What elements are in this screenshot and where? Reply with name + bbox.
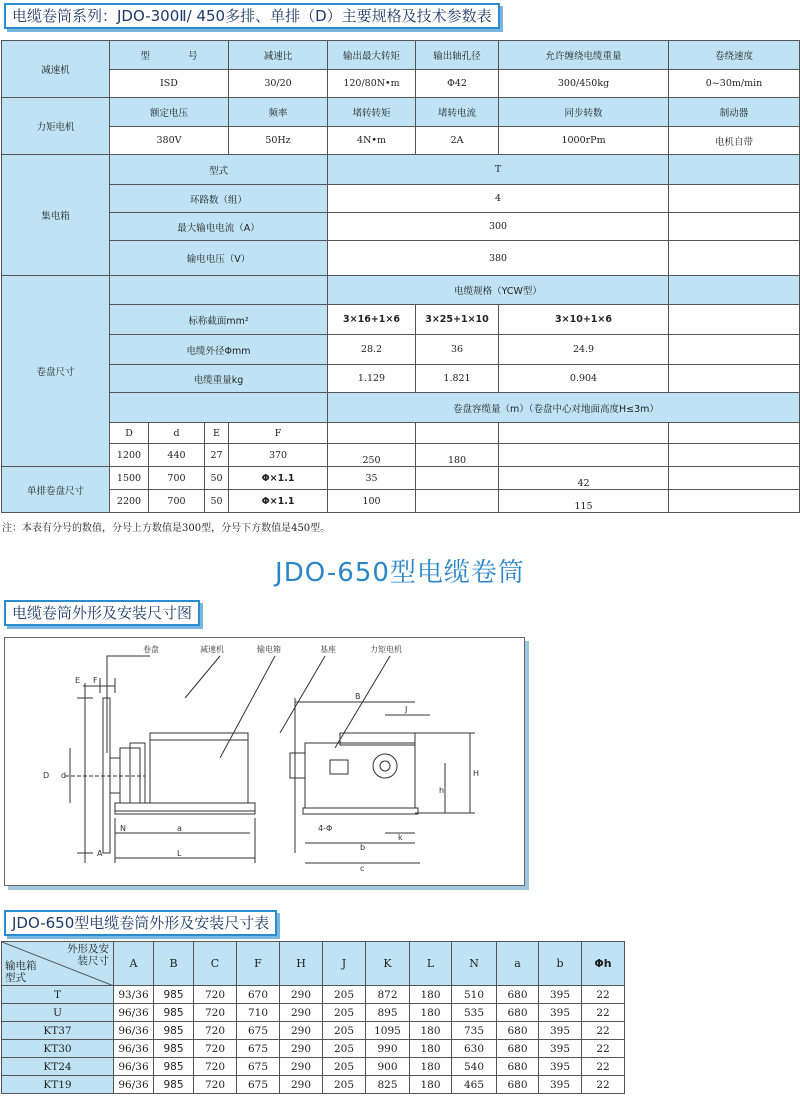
collector-value: 4 (328, 185, 669, 213)
motor-value: 4N•m (328, 127, 416, 155)
table-cell: 395 (539, 1004, 582, 1022)
table-cell: 205 (323, 1022, 366, 1040)
table-cell: 290 (280, 986, 323, 1004)
single-reel-label: 单排卷盘尺寸 (2, 467, 110, 513)
table-row (2, 1076, 625, 1094)
dim-label-J: J (405, 705, 408, 714)
table-cell: 735 (452, 1022, 497, 1040)
callout-torque-motor: 力矩电机 (370, 645, 402, 654)
dim-label-F: F (93, 676, 98, 685)
table-cell: 395 (539, 1058, 582, 1076)
cable-value: 0.904 (499, 365, 669, 393)
table-cell: 985 (154, 1022, 194, 1040)
dim-label-d: d (61, 771, 67, 780)
table-cell: 680 (497, 1076, 539, 1094)
table-cell: 290 (280, 1076, 323, 1094)
table-cell: 720 (194, 1004, 237, 1022)
dimension-table (1, 941, 625, 1094)
dim-value: 700 (149, 467, 205, 490)
corner-left-label: 输电箱 型式 (5, 960, 37, 984)
table-row (2, 1058, 625, 1076)
collector-key: 最大输电电流（A） (110, 213, 328, 241)
reducer-header: 减速比 (229, 41, 328, 70)
motor-value: 50Hz (229, 127, 328, 155)
cable-value: 3×16+1×6 (328, 305, 416, 335)
table-cell: 985 (154, 1058, 194, 1076)
dim-label-k: k (398, 833, 403, 842)
table-cell: 675 (237, 1058, 280, 1076)
dim-label-D: D (43, 771, 50, 780)
callout-collector: 输电箱 (257, 645, 281, 654)
table-cell: 720 (194, 1022, 237, 1040)
reducer-value: 30/20 (229, 70, 328, 98)
table-cell: 96/36 (114, 1004, 154, 1022)
motor-label: 力矩电机 (2, 98, 110, 155)
installation-drawing (4, 637, 525, 886)
motor-header: 同步转数 (499, 98, 669, 127)
table-cell: 96/36 (114, 1058, 154, 1076)
table-cell: 180 (410, 1022, 452, 1040)
row-type: KT24 (2, 1058, 114, 1076)
table-cell: 895 (366, 1004, 410, 1022)
capacity-value: 35 (328, 467, 416, 490)
dim-value: 1200 (110, 444, 149, 467)
dim-label-a: a (177, 824, 182, 833)
table-cell: 180 (410, 1076, 452, 1094)
col-header: F (237, 942, 280, 986)
cable-value: 3×25+1×10 (416, 305, 499, 335)
table-cell: 22 (582, 986, 625, 1004)
table-cell: 395 (539, 986, 582, 1004)
dim-value: 700 (149, 490, 205, 513)
table-cell: 535 (452, 1004, 497, 1022)
capacity-value: 42 (499, 467, 669, 490)
motor-header: 堵转转矩 (328, 98, 416, 127)
reducer-header: 允许缠绕电缆重量 (499, 41, 669, 70)
dim-header: E (205, 423, 229, 444)
page-title: JDO-650型电缆卷筒 (275, 558, 525, 588)
table-cell: 465 (452, 1076, 497, 1094)
table-cell: 22 (582, 1058, 625, 1076)
callout-reel: 卷盘 (143, 645, 159, 654)
dim-value: 50 (205, 490, 229, 513)
dim-label-4phi: 4-Φ (318, 824, 333, 833)
table-cell: 510 (452, 986, 497, 1004)
capacity-value: 250 (328, 444, 416, 467)
table-cell: 180 (410, 1040, 452, 1058)
corner-top-label: 外形及安 装尺寸 (67, 943, 109, 967)
collector-value: 300 (328, 213, 669, 241)
cable-value: 1.129 (328, 365, 416, 393)
cable-value: 28.2 (328, 335, 416, 365)
col-header: J (323, 942, 366, 986)
capacity-header: 卷盘容缆量（m）（卷盘中心对地面高度H≤3m） (328, 393, 800, 423)
row-type: KT30 (2, 1040, 114, 1058)
table-cell: 205 (323, 1004, 366, 1022)
reel-label: 卷盘尺寸 (2, 276, 110, 467)
shaft-circle (373, 754, 397, 778)
dim-value: 50 (205, 467, 229, 490)
dim-label-H: H (473, 769, 480, 778)
side-view-body (305, 743, 415, 808)
dim-value: Φ×1.1 (229, 467, 328, 490)
footnote: 注：本表有分号的数值，分号上方数值是300型，分号下方数值是450型。 (2, 523, 331, 534)
dim-header: F (229, 423, 328, 444)
capacity-value: 115 (499, 490, 669, 513)
cable-row-key: 电缆外径Φmm (110, 335, 328, 365)
reducer-value: Φ42 (416, 70, 499, 98)
table-cell: 985 (154, 1004, 194, 1022)
col-header: B (154, 942, 194, 986)
cable-value: 24.9 (499, 335, 669, 365)
collector-key: 型式 (110, 155, 328, 185)
motor-value: 1000rPm (499, 127, 669, 155)
table-cell: 1095 (366, 1022, 410, 1040)
dim-label-c: c (360, 864, 365, 873)
dim-label-A: A (97, 849, 103, 858)
leader-line (185, 656, 220, 698)
table-cell: 205 (323, 1076, 366, 1094)
table-cell: 96/36 (114, 1076, 154, 1094)
table-cell: 680 (497, 986, 539, 1004)
col-header: Φh (582, 942, 625, 986)
table-cell: 985 (154, 986, 194, 1004)
table-cell: 825 (366, 1076, 410, 1094)
row-type: T (2, 986, 114, 1004)
dim-header: D (110, 423, 149, 444)
table-cell: 290 (280, 1040, 323, 1058)
cable-row-key: 电缆重量kg (110, 365, 328, 393)
collector-value: 380 (328, 241, 669, 276)
table-cell: 22 (582, 1076, 625, 1094)
table-cell: 710 (237, 1004, 280, 1022)
table-cell: 395 (539, 1022, 582, 1040)
dim-label-L: L (177, 849, 182, 858)
table-cell: 180 (410, 986, 452, 1004)
table-cell: 93/36 (114, 986, 154, 1004)
table-cell: 872 (366, 986, 410, 1004)
table-cell: 680 (497, 1022, 539, 1040)
dim-value: 370 (229, 444, 328, 467)
spec-table-title: 电缆卷筒系列：JDO-300Ⅱ/ 450多排、单排（D）主要规格及技术参数表 (4, 3, 500, 29)
row-type: U (2, 1004, 114, 1022)
reducer-header: 型 号 (110, 41, 229, 70)
capacity-value: 100 (328, 490, 416, 513)
table-cell: 675 (237, 1022, 280, 1040)
table-cell: 290 (280, 1004, 323, 1022)
table-cell: 22 (582, 1004, 625, 1022)
cable-value: 36 (416, 335, 499, 365)
collector-value: T (328, 155, 669, 185)
table-cell: 680 (497, 1040, 539, 1058)
table-cell: 180 (410, 1058, 452, 1076)
reducer-value: 300/450kg (499, 70, 669, 98)
table-cell: 395 (539, 1076, 582, 1094)
reducer-value: 0~30m/min (669, 70, 800, 98)
col-header: N (452, 942, 497, 986)
col-header: a (497, 942, 539, 986)
leader-line (280, 656, 325, 733)
motor-header: 制动器 (669, 98, 800, 127)
dim-value: 440 (149, 444, 205, 467)
table-cell: 96/36 (114, 1040, 154, 1058)
dim-value: 2200 (110, 490, 149, 513)
table-cell: 985 (154, 1040, 194, 1058)
capacity-value: 180 (416, 444, 499, 467)
table-cell: 96/36 (114, 1022, 154, 1040)
table-cell: 675 (237, 1076, 280, 1094)
reducer-header: 输出最大转矩 (328, 41, 416, 70)
cable-value: 1.821 (416, 365, 499, 393)
drawing-title: 电缆卷筒外形及安装尺寸图 (4, 600, 200, 626)
reducer-value: 120/80N•m (328, 70, 416, 98)
table-cell: 290 (280, 1022, 323, 1040)
dim-value: 27 (205, 444, 229, 467)
cable-row-key: 标称截面mm² (110, 305, 328, 335)
dim-label-E: E (75, 676, 81, 685)
col-header: K (366, 942, 410, 986)
table-cell: 205 (323, 986, 366, 1004)
table-cell: 990 (366, 1040, 410, 1058)
motor-value: 电机自带 (669, 127, 800, 155)
row-type: KT37 (2, 1022, 114, 1040)
dim-value: Φ×1.1 (229, 490, 328, 513)
col-header: A (114, 942, 154, 986)
table-cell: 720 (194, 1058, 237, 1076)
cable-value: 3×10+1×6 (499, 305, 669, 335)
col-header: C (194, 942, 237, 986)
dim-label-b: b (360, 843, 366, 852)
spec-table (1, 40, 800, 513)
reducer-label: 减速机 (2, 41, 110, 98)
table-cell: 22 (582, 1040, 625, 1058)
dim-value: 1500 (110, 467, 149, 490)
table-cell: 22 (582, 1022, 625, 1040)
table-cell: 205 (323, 1040, 366, 1058)
table-cell: 180 (410, 1004, 452, 1022)
reducer-body (150, 733, 248, 803)
reducer-value: ISD (110, 70, 229, 98)
table-cell: 720 (194, 1076, 237, 1094)
drawing-svg (5, 638, 526, 887)
reducer-header: 输出轴孔径 (416, 41, 499, 70)
table-row (2, 1004, 625, 1022)
base (115, 803, 255, 811)
leader-line (107, 656, 150, 753)
reducer-header: 卷绕速度 (669, 41, 800, 70)
corner-header (2, 942, 114, 986)
table-cell: 680 (497, 1058, 539, 1076)
motor-header: 额定电压 (110, 98, 229, 127)
dim-table-title: JDO-650型电缆卷筒外形及安装尺寸表 (4, 910, 277, 936)
dim-label-h: h (439, 786, 445, 795)
motor-header: 频率 (229, 98, 328, 127)
col-header: H (280, 942, 323, 986)
dim-label-B: B (355, 692, 361, 701)
table-cell: 290 (280, 1058, 323, 1076)
row-type: KT19 (2, 1076, 114, 1094)
table-row (2, 986, 625, 1004)
table-cell: 630 (452, 1040, 497, 1058)
collector-label: 集电箱 (2, 155, 110, 276)
table-cell: 900 (366, 1058, 410, 1076)
table-cell: 675 (237, 1040, 280, 1058)
table-cell: 670 (237, 986, 280, 1004)
callout-reducer: 减速机 (200, 645, 224, 654)
callout-base: 基座 (320, 645, 336, 654)
collector-key: 环路数（组） (110, 185, 328, 213)
table-cell: 680 (497, 1004, 539, 1022)
cable-spec-header: 电缆规格（YCW型） (328, 276, 669, 305)
dim-label-N: N (120, 824, 126, 833)
col-header: L (410, 942, 452, 986)
table-cell: 720 (194, 986, 237, 1004)
table-cell: 985 (154, 1076, 194, 1094)
motor-value: 2A (416, 127, 499, 155)
dim-header: d (149, 423, 205, 444)
col-header: b (539, 942, 582, 986)
collector-key: 输电电压（V） (110, 241, 328, 276)
table-cell: 395 (539, 1040, 582, 1058)
motor-header: 堵转电流 (416, 98, 499, 127)
motor-value: 380V (110, 127, 229, 155)
table-cell: 720 (194, 1040, 237, 1058)
table-row (2, 1022, 625, 1040)
table-cell: 205 (323, 1058, 366, 1076)
table-cell: 540 (452, 1058, 497, 1076)
table-row (2, 1040, 625, 1058)
